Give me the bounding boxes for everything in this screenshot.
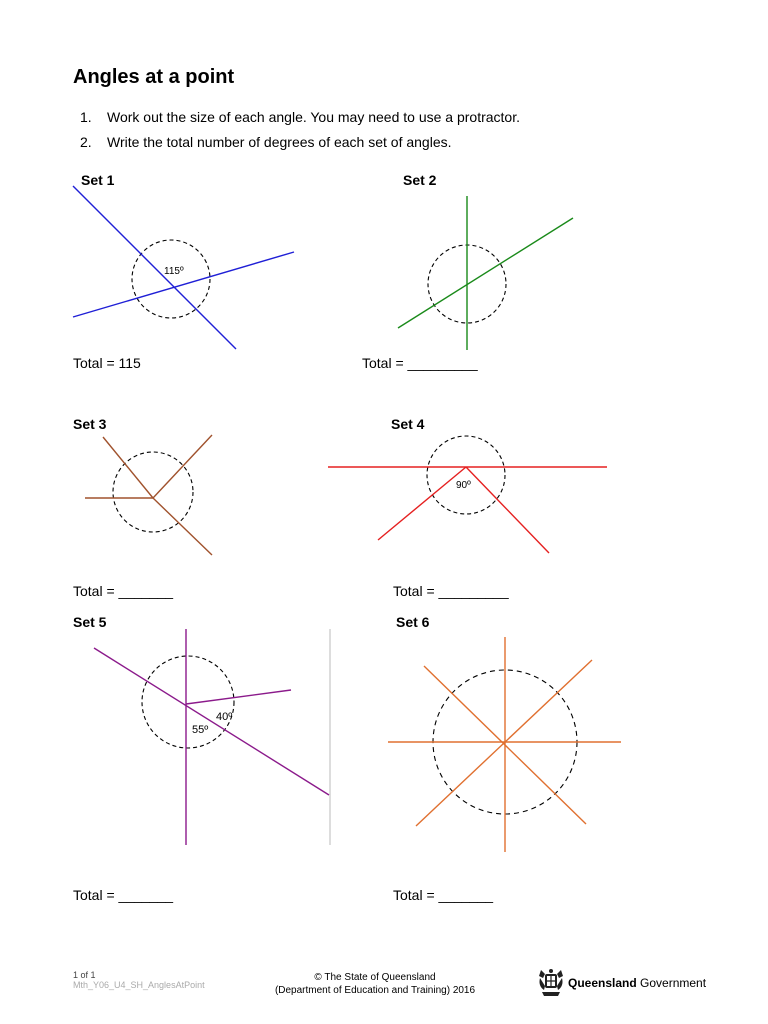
set-5-angle-label-55: 55º	[192, 724, 209, 736]
queensland-government-logo	[537, 968, 565, 1003]
instruction-number: 2.	[80, 134, 92, 150]
set-4-ray-right	[466, 467, 549, 553]
set-3-diagram	[85, 435, 212, 555]
set-2-label: Set 2	[403, 172, 437, 188]
set-6-label: Set 6	[396, 614, 430, 630]
set-3-ray-up-left	[103, 437, 153, 498]
set-4-angle-label: 90º	[456, 480, 471, 491]
set-1-angle-label: 115º	[164, 266, 184, 277]
page-number: 1 of 1	[73, 970, 96, 980]
copyright-line-1: © The State of Queensland	[314, 972, 436, 983]
instruction-text: Write the total number of degrees of each set of angles.	[107, 134, 452, 150]
set-2-line-diagonal	[398, 218, 573, 328]
instruction-text: Work out the size of each angle. You may need to use a protractor.	[107, 109, 520, 125]
set-4-ray-left	[378, 467, 466, 540]
set-4-total[interactable]: Total = _________	[393, 583, 509, 599]
page-title: Angles at a point	[73, 66, 235, 88]
set-3-ray-down-right	[153, 498, 212, 555]
set-2-diagram	[398, 196, 573, 350]
set-1-line-b	[73, 252, 294, 317]
document-code: Mth_Y06_U4_SH_AnglesAtPoint	[73, 980, 205, 990]
set-5-label: Set 5	[73, 614, 107, 630]
set-5-line-diagonal	[94, 648, 329, 795]
set-5-total[interactable]: Total = _______	[73, 887, 174, 903]
government-wordmark-regular: Government	[636, 976, 707, 990]
set-1-circle	[132, 240, 210, 318]
copyright-line-2: (Department of Education and Training) 2016	[274, 985, 476, 996]
set-3-ray-up-right	[153, 435, 212, 498]
government-wordmark	[568, 976, 706, 990]
set-4-circle	[427, 436, 505, 514]
instruction-number: 1.	[80, 109, 92, 125]
queensland-crest-icon	[537, 968, 565, 998]
set-5-angle-label-40: 40º	[216, 711, 233, 723]
copyright-notice	[225, 971, 525, 997]
set-5-ray-right	[186, 690, 291, 704]
set-5-circle	[142, 656, 234, 748]
set-4-diagram	[328, 436, 607, 553]
set-5-diagram	[94, 629, 330, 845]
set-1-total: Total = 115	[73, 355, 141, 371]
set-4-label: Set 4	[391, 416, 425, 432]
set-2-total[interactable]: Total = _________	[362, 355, 478, 371]
set-1-line-a	[73, 186, 236, 349]
set-3-total[interactable]: Total = _______	[73, 583, 174, 599]
set-1-label: Set 1	[81, 172, 115, 188]
set-1-diagram	[73, 186, 294, 349]
set-6-diagram	[388, 637, 621, 852]
set-6-total[interactable]: Total = _______	[393, 887, 494, 903]
set-3-label: Set 3	[73, 416, 107, 432]
government-wordmark-bold: Queensland	[568, 976, 637, 990]
